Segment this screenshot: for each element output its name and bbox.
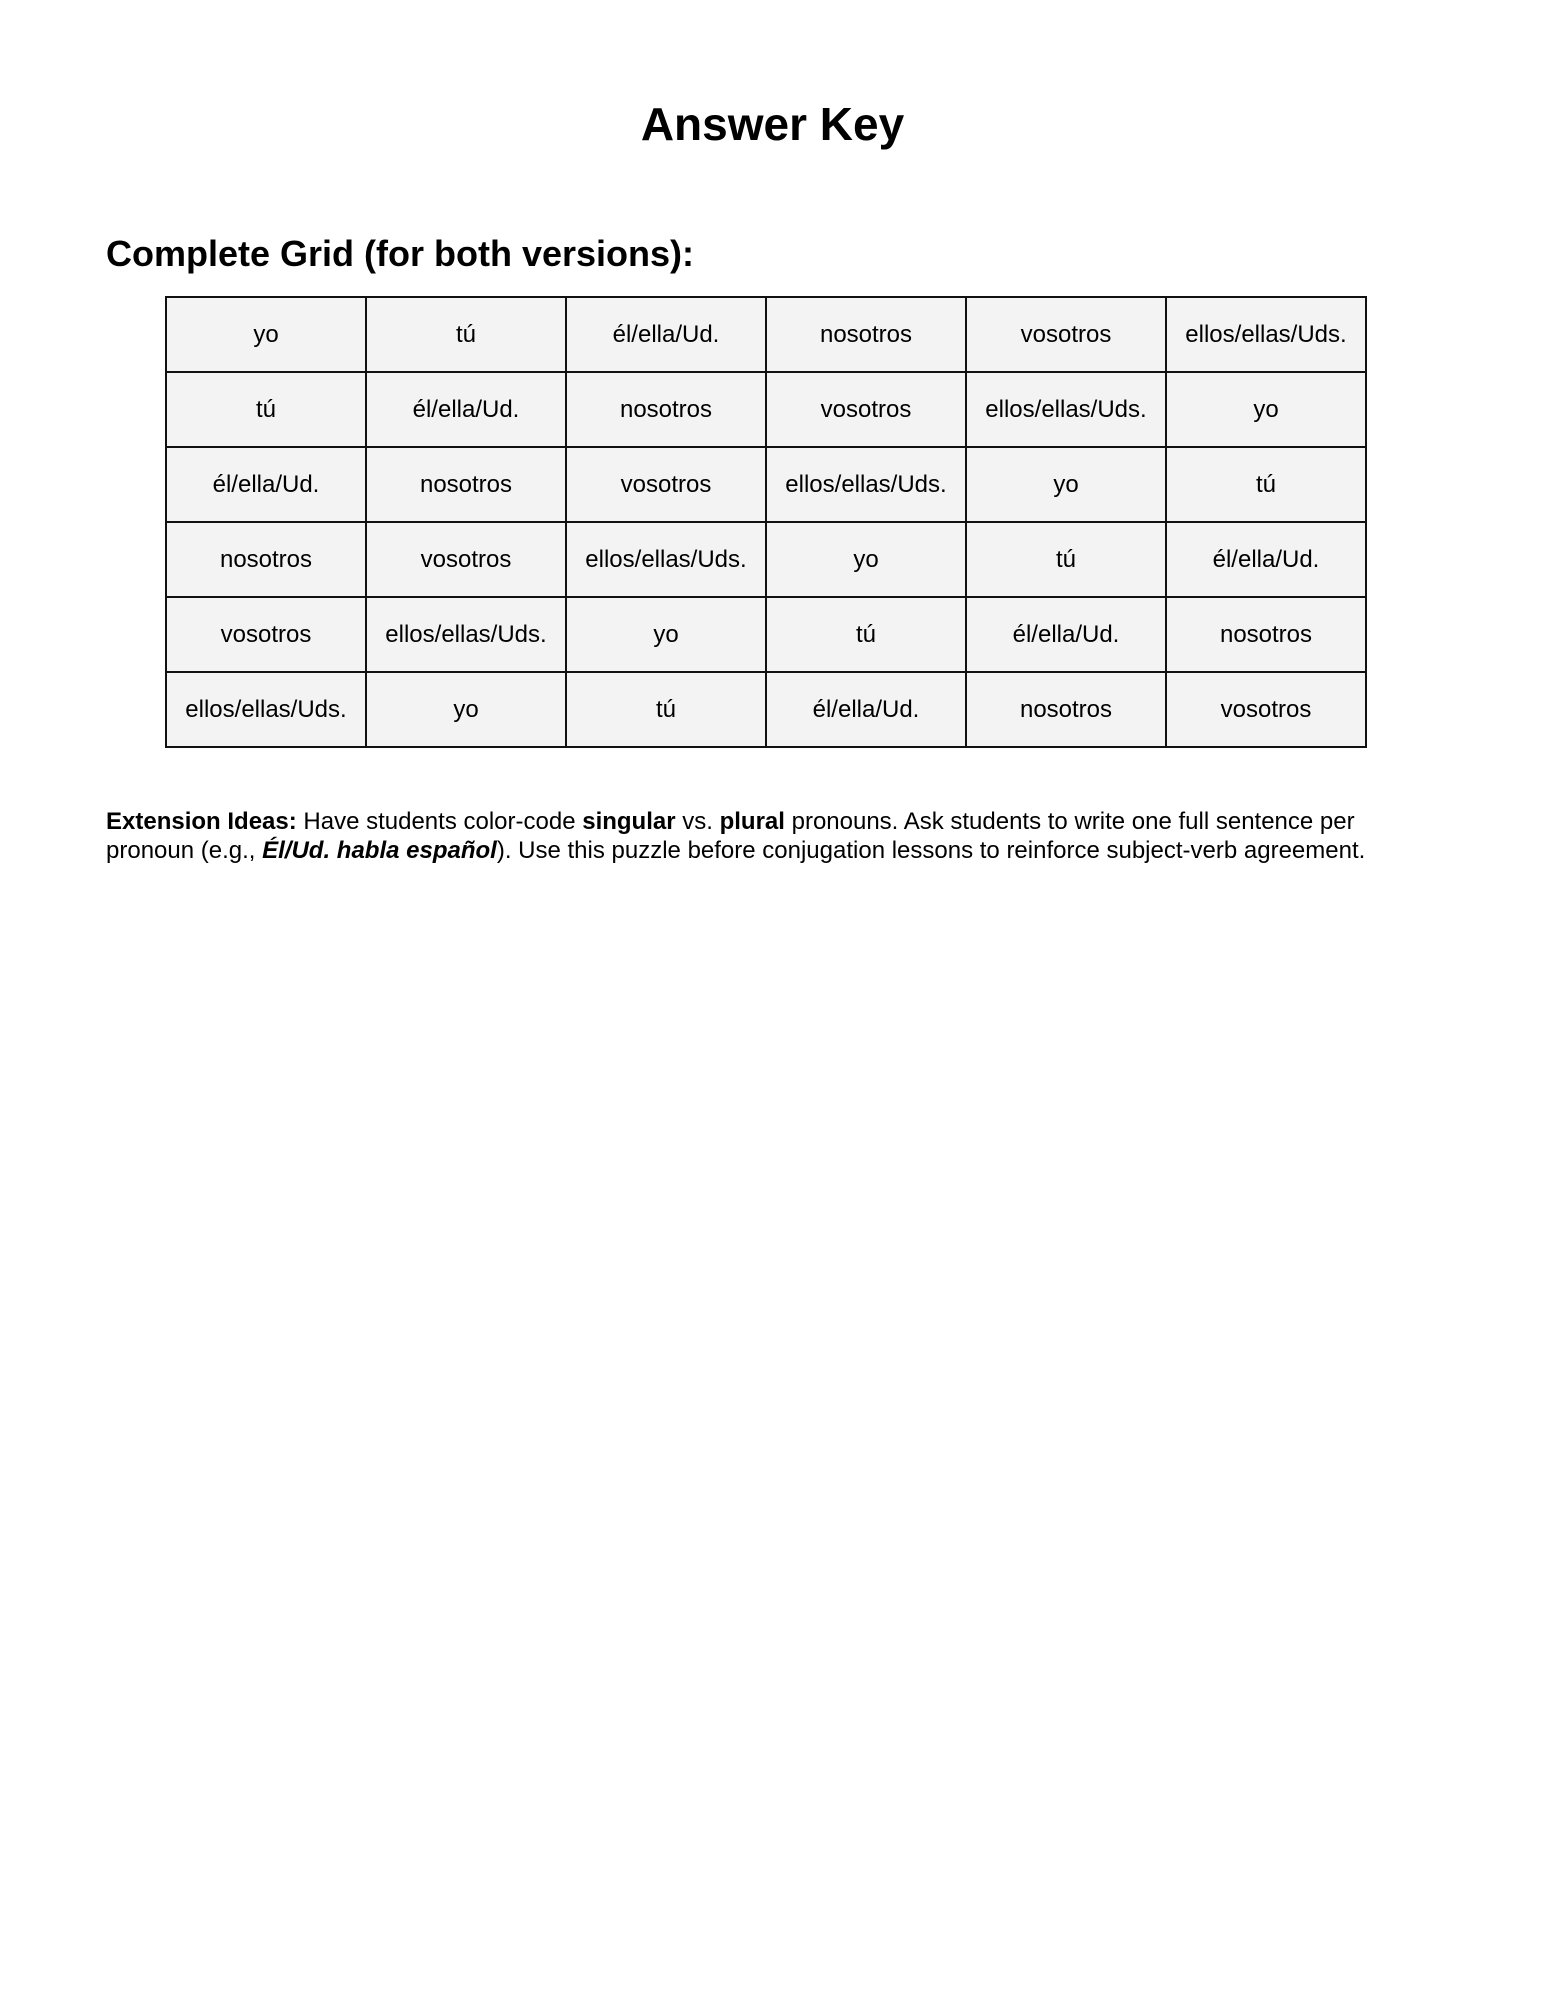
grid-cell: tú bbox=[1166, 447, 1366, 522]
grid-cell: nosotros bbox=[366, 447, 566, 522]
grid-cell: yo bbox=[1166, 372, 1366, 447]
grid-cell: vosotros bbox=[566, 447, 766, 522]
grid-cell: nosotros bbox=[766, 297, 966, 372]
grid-row bbox=[166, 522, 1366, 597]
grid-cell: él/ella/Ud. bbox=[766, 672, 966, 747]
grid-cell: ellos/ellas/Uds. bbox=[166, 672, 366, 747]
grid-row bbox=[166, 597, 1366, 672]
grid-row bbox=[166, 447, 1366, 522]
grid-cell: vosotros bbox=[166, 597, 366, 672]
grid-cell: tú bbox=[566, 672, 766, 747]
grid-cell: nosotros bbox=[166, 522, 366, 597]
extension-ideas bbox=[106, 807, 1446, 865]
grid-cell: nosotros bbox=[566, 372, 766, 447]
grid-row bbox=[166, 672, 1366, 747]
extension-text: vs. bbox=[675, 808, 720, 835]
grid-cell: yo bbox=[966, 447, 1166, 522]
grid-cell: yo bbox=[366, 672, 566, 747]
grid-cell: él/ella/Ud. bbox=[966, 597, 1166, 672]
grid-cell: tú bbox=[766, 597, 966, 672]
grid-cell: ellos/ellas/Uds. bbox=[966, 372, 1166, 447]
page-title: Answer Key bbox=[640, 98, 905, 150]
grid-cell: tú bbox=[166, 372, 366, 447]
section-heading: Complete Grid (for both versions): bbox=[106, 233, 695, 274]
plural-term: plural bbox=[719, 808, 785, 835]
grid-cell: yo bbox=[166, 297, 366, 372]
extension-text: pronouns. Ask students to write one full sentence per pronoun (e.g., bbox=[106, 808, 1355, 864]
extension-label: Extension Ideas: bbox=[106, 808, 297, 835]
grid-cell: ellos/ellas/Uds. bbox=[1166, 297, 1366, 372]
grid-cell: ellos/ellas/Uds. bbox=[366, 597, 566, 672]
grid-cell: vosotros bbox=[366, 522, 566, 597]
grid-cell: él/ella/Ud. bbox=[1166, 522, 1366, 597]
grid-cell: ellos/ellas/Uds. bbox=[566, 522, 766, 597]
grid-cell: él/ella/Ud. bbox=[366, 372, 566, 447]
example-sentence: Él/Ud. habla español bbox=[262, 837, 497, 864]
extension-text: ). Use this puzzle before conjugation lessons to reinforce subject-verb agreement. bbox=[496, 837, 1366, 864]
grid-cell: vosotros bbox=[1166, 672, 1366, 747]
grid-row bbox=[166, 297, 1366, 372]
grid-cell: tú bbox=[966, 522, 1166, 597]
grid-cell: yo bbox=[566, 597, 766, 672]
singular-term: singular bbox=[582, 808, 676, 835]
grid-row bbox=[166, 372, 1366, 447]
extension-text: Have students color-code bbox=[296, 808, 583, 835]
grid-cell: nosotros bbox=[1166, 597, 1366, 672]
answer-grid bbox=[165, 296, 1367, 748]
grid-cell: él/ella/Ud. bbox=[566, 297, 766, 372]
grid-cell: vosotros bbox=[766, 372, 966, 447]
grid-cell: tú bbox=[366, 297, 566, 372]
grid-cell: ellos/ellas/Uds. bbox=[766, 447, 966, 522]
grid-cell: vosotros bbox=[966, 297, 1166, 372]
grid-cell: nosotros bbox=[966, 672, 1166, 747]
grid-cell: él/ella/Ud. bbox=[166, 447, 366, 522]
grid-cell: yo bbox=[766, 522, 966, 597]
